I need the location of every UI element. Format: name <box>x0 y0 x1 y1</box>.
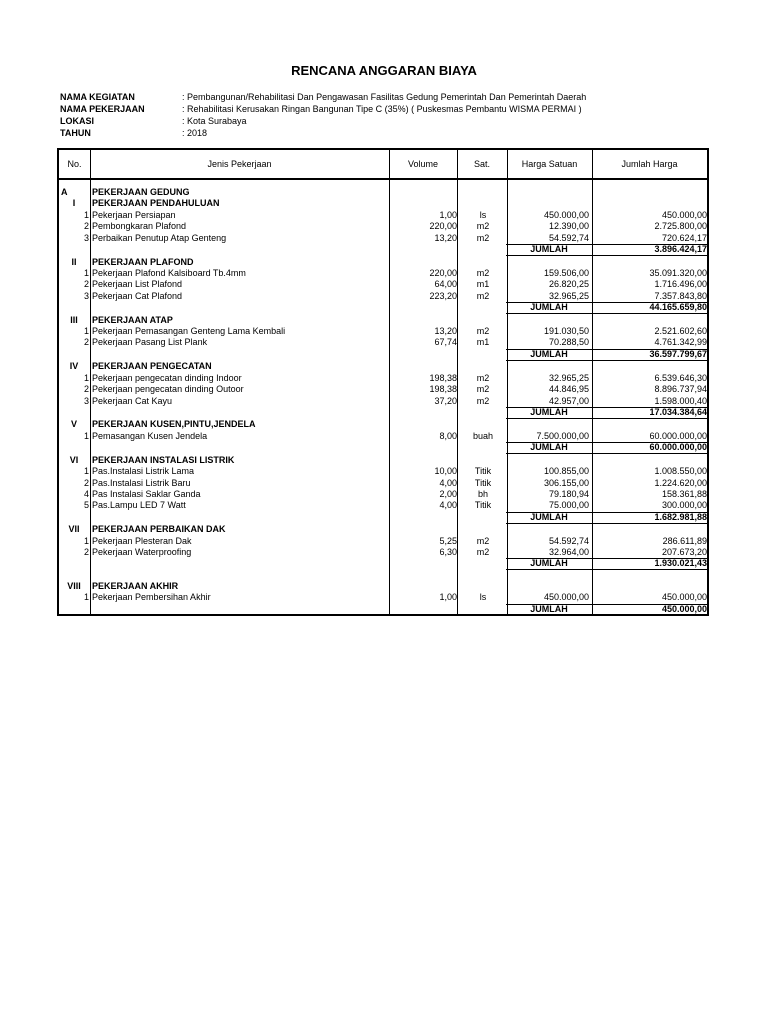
header-jumlah-harga: Jumlah Harga <box>621 159 678 169</box>
subtotal-value: 450.000,00 <box>661 603 707 614</box>
item-description: Pekerjaan pengecatan dinding Indoor <box>92 372 242 383</box>
table-row <box>59 233 707 244</box>
table-row <box>59 337 707 348</box>
item-volume: 5,25 <box>439 535 457 546</box>
table-row <box>59 221 707 232</box>
item-description: Pekerjaan Persiapan <box>92 209 176 220</box>
subtotal-label: JUMLAH <box>530 406 568 417</box>
item-total-price: 1.224.620,00 <box>654 477 707 488</box>
item-volume: 223,20 <box>429 290 457 301</box>
item-unit: m2 <box>476 535 490 546</box>
section-number: II <box>71 256 77 267</box>
table-row <box>59 279 707 290</box>
subtotal-label: JUMLAH <box>530 244 568 254</box>
item-unit: m1 <box>476 337 490 348</box>
item-volume: 13,20 <box>434 326 457 336</box>
item-unit-price: 32.965,25 <box>548 372 589 383</box>
item-unit-price: 450.000,00 <box>543 209 589 220</box>
item-unit-price: 54.592,74 <box>548 535 589 546</box>
item-unit: Titik <box>474 500 492 511</box>
item-number: 1 <box>83 430 89 441</box>
info-value: : Pembangunan/Rehabilitasi Dan Pengawasan Fasilitas Gedung Pemerintah Dan Pemerintah Daerah <box>182 92 587 102</box>
table-row <box>59 384 707 395</box>
subtotal-row <box>59 349 707 360</box>
item-number: 1 <box>83 209 89 220</box>
item-total-price: 1.008.550,00 <box>654 466 707 477</box>
item-volume: 2,00 <box>439 488 457 499</box>
item-total-price: 7.357.843,80 <box>654 290 707 301</box>
item-unit: ls <box>479 209 487 220</box>
item-volume: 1,00 <box>439 592 457 603</box>
info-block <box>60 91 586 139</box>
subtotal-label: JUMLAH <box>530 348 568 359</box>
item-number: 1 <box>83 326 89 336</box>
item-number: 2 <box>83 279 89 290</box>
item-total-price: 207.673,20 <box>661 547 707 557</box>
item-number: 5 <box>83 500 89 511</box>
info-row-tahun <box>60 127 586 139</box>
subtotal-row <box>59 442 707 453</box>
section-number: VII <box>68 524 80 535</box>
table-row <box>59 210 707 221</box>
item-description: Pas.Lampu LED 7 Watt <box>92 500 186 511</box>
item-description: Pekerjaan Cat Plafond <box>92 290 183 301</box>
item-volume: 37,20 <box>434 395 457 406</box>
item-volume: 220,00 <box>429 267 457 278</box>
item-volume: 13,20 <box>434 232 457 243</box>
item-number: 3 <box>83 232 89 243</box>
item-unit-price: 12.390,00 <box>548 221 589 232</box>
section-header-row <box>59 455 707 466</box>
item-description: Perbaikan Penutup Atap Genteng <box>92 232 227 243</box>
section-title: PEKERJAAN KUSEN,PINTU,JENDELA <box>92 419 256 430</box>
item-total-price: 35.091.320,00 <box>649 267 707 278</box>
item-unit-price: 7.500.000,00 <box>536 430 589 441</box>
subtotal-row <box>59 512 707 523</box>
item-volume: 198,38 <box>429 372 457 383</box>
item-volume: 67,74 <box>434 337 457 348</box>
item-unit-price: 159.506,00 <box>543 267 589 278</box>
table-row <box>59 291 707 302</box>
subtotal-value: 44.165.659,80 <box>649 302 707 313</box>
section-header-row <box>59 257 707 268</box>
info-value: : 2018 <box>182 128 208 138</box>
subtotal-value: 1.682.981,88 <box>654 511 707 522</box>
item-volume: 4,00 <box>439 500 457 511</box>
item-volume: 64,00 <box>434 279 457 290</box>
header-jenis-pekerjaan: Jenis Pekerjaan <box>207 159 272 169</box>
table-row <box>59 500 707 511</box>
item-unit-price: 191.030,50 <box>543 326 589 336</box>
item-description: Pekerjaan Pasang List Plank <box>92 337 208 348</box>
info-value: : Rehabilitasi Kerusakan Ringan Bangunan Tipe C (35%) ( Puskesmas Pembantu WISMA PERMAI ) <box>182 104 582 114</box>
item-unit-price: 32.965,25 <box>548 290 589 301</box>
item-description: Pekerjaan pengecatan dinding Outoor <box>92 384 244 395</box>
item-total-price: 60.000.000,00 <box>649 430 707 441</box>
item-unit: ls <box>479 592 487 603</box>
subtotal-value: 36.597.799,67 <box>649 348 707 359</box>
subtotal-row <box>59 302 707 313</box>
item-total-price: 300.000,00 <box>661 500 707 511</box>
item-total-price: 8.896.737,94 <box>654 384 707 395</box>
item-number: 2 <box>83 547 89 557</box>
item-number: 1 <box>83 592 89 603</box>
item-number: 2 <box>83 221 89 232</box>
item-unit-price: 450.000,00 <box>543 592 589 603</box>
item-unit: m2 <box>476 221 490 232</box>
header-divider <box>59 178 707 180</box>
item-unit-price: 32.964,00 <box>548 547 589 557</box>
item-volume: 198,38 <box>429 384 457 395</box>
section-title: PEKERJAAN INSTALASI LISTRIK <box>92 454 235 465</box>
subtotal-row <box>59 407 707 418</box>
section-header-row <box>59 524 707 535</box>
section-header-row <box>59 361 707 372</box>
subtotal-value: 1.930.021,43 <box>654 558 707 569</box>
info-row-pekerjaan <box>60 103 586 115</box>
item-number: 1 <box>83 535 89 546</box>
item-volume: 1,00 <box>439 209 457 220</box>
item-total-price: 450.000,00 <box>661 592 707 603</box>
info-row-lokasi <box>60 115 586 127</box>
table-row <box>59 547 707 558</box>
subtotal-label: JUMLAH <box>530 302 568 313</box>
item-description: Pekerjaan Pemasangan Genteng Lama Kembali <box>92 326 286 336</box>
item-unit: m2 <box>476 384 490 395</box>
table-row <box>59 373 707 384</box>
item-total-price: 2.521.602,60 <box>654 326 707 336</box>
subtotal-value: 17.034.384,64 <box>649 406 707 417</box>
item-number: 3 <box>83 290 89 301</box>
item-description: Pekerjaan Waterproofing <box>92 547 192 557</box>
item-description: Pekerjaan Pembersihan Akhir <box>92 592 211 603</box>
item-description: Pas.Instalasi Listrik Lama <box>92 466 195 477</box>
section-number: VI <box>69 454 79 465</box>
item-number: 1 <box>83 267 89 278</box>
item-volume: 8,00 <box>439 430 457 441</box>
item-total-price: 1.716.496,00 <box>654 279 707 290</box>
group-label: PEKERJAAN GEDUNG <box>92 187 190 197</box>
item-unit: m2 <box>476 395 490 406</box>
item-unit: Titik <box>474 477 492 488</box>
info-key: LOKASI <box>60 116 95 126</box>
page-title: RENCANA ANGGARAN BIAYA <box>291 63 477 78</box>
item-volume: 10,00 <box>434 466 457 477</box>
item-unit: m2 <box>476 267 490 278</box>
header-satuan: Sat. <box>473 159 490 169</box>
item-unit-price: 54.592,74 <box>548 232 589 243</box>
section-number: IV <box>69 361 79 372</box>
item-number: 2 <box>83 384 89 395</box>
item-unit-price: 79.180,94 <box>548 488 589 499</box>
section-number: V <box>70 419 77 430</box>
item-number: 3 <box>83 395 89 406</box>
item-total-price: 158.361,88 <box>661 488 707 499</box>
item-unit: m2 <box>476 290 490 301</box>
section-title: PEKERJAAN AKHIR <box>92 580 179 591</box>
item-number: 1 <box>83 372 89 383</box>
table-row <box>59 592 707 603</box>
item-unit: m2 <box>476 232 490 243</box>
item-unit-price: 75.000,00 <box>548 500 589 511</box>
item-description: Pekerjaan Cat Kayu <box>92 395 173 406</box>
budget-table <box>57 148 709 616</box>
group-row <box>59 187 707 198</box>
item-unit: m2 <box>476 326 490 336</box>
item-unit-price: 70.288,50 <box>548 337 589 348</box>
info-key: NAMA PEKERJAAN <box>60 104 145 114</box>
item-number: 2 <box>83 337 89 348</box>
item-description: Pekerjaan List Plafond <box>92 279 183 290</box>
section-header-row <box>59 198 707 209</box>
item-number: 2 <box>83 477 89 488</box>
item-unit-price: 306.155,00 <box>543 477 589 488</box>
subtotal-row <box>59 558 707 569</box>
subtotal-row <box>59 244 707 255</box>
info-value: : Kota Surabaya <box>182 116 247 126</box>
item-unit-price: 100.855,00 <box>543 466 589 477</box>
section-title: PEKERJAAN ATAP <box>92 314 173 325</box>
table-row <box>59 396 707 407</box>
item-description: Pembongkaran Plafond <box>92 221 187 232</box>
item-description: Pekerjaan Plesteran Dak <box>92 535 192 546</box>
subtotal-label: JUMLAH <box>530 558 568 569</box>
header-no: No. <box>67 159 82 169</box>
item-total-price: 286.611,89 <box>662 535 707 546</box>
section-title: PEKERJAAN PLAFOND <box>92 256 194 267</box>
item-volume: 220,00 <box>429 221 457 232</box>
section-number: VIII <box>67 580 81 591</box>
section-title: PEKERJAAN PENGECATAN <box>92 361 212 372</box>
subtotal-label: JUMLAH <box>530 603 568 614</box>
item-total-price: 2.725.800,00 <box>654 221 707 232</box>
section-header-row <box>59 419 707 430</box>
item-total-price: 720.624,17 <box>661 232 707 243</box>
item-unit-price: 42.957,00 <box>548 395 589 406</box>
header-volume: Volume <box>407 159 439 169</box>
table-row <box>59 536 707 547</box>
item-unit: m2 <box>476 372 490 383</box>
item-total-price: 450.000,00 <box>661 209 707 220</box>
item-volume: 6,30 <box>439 547 457 557</box>
item-description: Pekerjaan Plafond Kalsiboard Tb.4mm <box>92 267 246 278</box>
info-key: NAMA KEGIATAN <box>60 92 135 102</box>
header-harga-satuan: Harga Satuan <box>521 159 578 169</box>
item-description: Pas Instalasi Saklar Ganda <box>92 488 201 499</box>
subtotal-label: JUMLAH <box>530 442 568 453</box>
item-description: Pemasangan Kusen Jendela <box>92 430 208 441</box>
table-row <box>59 489 707 500</box>
item-unit-price: 44.846,95 <box>548 384 589 395</box>
table-row <box>59 478 707 489</box>
section-number: III <box>70 314 78 325</box>
item-number: 4 <box>83 488 89 499</box>
subtotal-value: 60.000.000,00 <box>649 442 707 453</box>
section-number: I <box>72 198 76 209</box>
subtotal-row <box>59 604 707 615</box>
item-unit: m1 <box>476 279 490 290</box>
section-header-row <box>59 315 707 326</box>
item-volume: 4,00 <box>439 477 457 488</box>
item-unit-price: 26.820,25 <box>548 279 589 290</box>
item-unit: Titik <box>474 466 492 477</box>
item-description: Pas.Instalasi Listrik Baru <box>92 477 191 488</box>
subtotal-label: JUMLAH <box>530 511 568 522</box>
subtotal-value: 3.896.424,17 <box>654 244 707 254</box>
item-unit: buah <box>472 430 494 441</box>
section-title: PEKERJAAN PERBAIKAN DAK <box>92 524 226 535</box>
table-row <box>59 431 707 442</box>
table-row <box>59 326 707 337</box>
section-title: PEKERJAAN PENDAHULUAN <box>92 198 220 209</box>
item-total-price: 1.598.000,40 <box>654 395 707 406</box>
info-row-kegiatan <box>60 91 586 103</box>
item-number: 1 <box>83 466 89 477</box>
info-key: TAHUN <box>60 128 91 138</box>
group-letter: A <box>61 187 68 197</box>
item-total-price: 6.539.646,30 <box>654 372 707 383</box>
table-row <box>59 268 707 279</box>
item-total-price: 4.761.342,99 <box>654 337 707 348</box>
item-unit: m2 <box>476 547 490 557</box>
item-unit: bh <box>477 488 488 499</box>
table-row <box>59 466 707 477</box>
section-header-row <box>59 581 707 592</box>
